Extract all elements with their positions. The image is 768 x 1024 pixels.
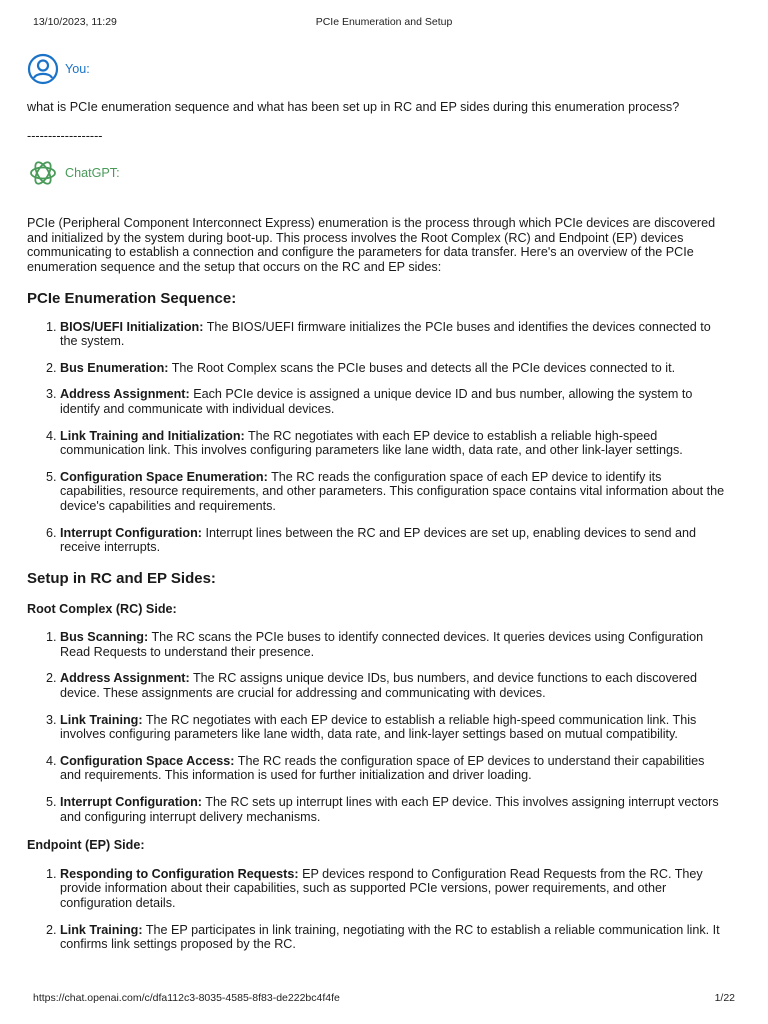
user-question: what is PCIe enumeration sequence and what has been set up in RC and EP sides during this enumeration process? bbox=[27, 100, 680, 114]
item-term: Interrupt Configuration: bbox=[60, 795, 203, 810]
list-item bbox=[60, 867, 728, 911]
item-text: The RC assigns unique device IDs, bus numbers, and device functions to each discovered device. These assignments are crucial for addressing and communicating with devices. bbox=[60, 671, 698, 701]
item-term: Responding to Configuration Requests: bbox=[60, 866, 299, 881]
item-text: The RC sets up interrupt lines with each EP device. This involves assigning interrupt vectors and configuring interrupt delivery mechanisms. bbox=[60, 795, 719, 824]
item-term: BIOS/UEFI Initialization: bbox=[60, 319, 204, 334]
enumeration-list bbox=[27, 320, 728, 555]
page-number: 1/22 bbox=[714, 992, 735, 1004]
item-term: Bus Enumeration: bbox=[60, 360, 169, 375]
print-date: 13/10/2023, 11:29 bbox=[33, 16, 117, 28]
conversation bbox=[27, 52, 728, 964]
subsection-title-ep: Endpoint (EP) Side: bbox=[27, 838, 145, 853]
item-text: Each PCIe device is assigned a unique device ID and bus number, allowing the system to identify and communicate with individual devices. bbox=[60, 387, 693, 416]
list-item bbox=[60, 795, 728, 824]
item-term: Configuration Space Enumeration: bbox=[60, 469, 268, 484]
print-title: PCIe Enumeration and Setup bbox=[315, 16, 453, 28]
assistant-message-header bbox=[27, 156, 728, 190]
user-name: You: bbox=[65, 61, 90, 76]
list-item bbox=[60, 320, 728, 349]
user-message-header bbox=[27, 52, 728, 86]
item-text: The BIOS/UEFI firmware initializes the PCIe buses and identifies the devices connected to the system. bbox=[60, 319, 711, 349]
item-term: Interrupt Configuration: bbox=[60, 525, 203, 540]
item-term: Link Training: bbox=[60, 712, 143, 727]
user-avatar-icon bbox=[27, 53, 59, 85]
list-item bbox=[60, 671, 728, 700]
list-item bbox=[60, 526, 728, 555]
item-text: Interrupt lines between the RC and EP devices are set up, enabling devices to send and receive interrupts. bbox=[60, 525, 697, 555]
list-item bbox=[60, 429, 728, 458]
item-text: The RC negotiates with each EP device to establish a reliable high-speed communication link. This involves configuring parameters like lane width, data rate, and link-layer settings based on mutual compatibility. bbox=[60, 712, 697, 742]
item-text: The EP participates in link training, negotiating with the RC to establish a reliable communication link. It confirms link settings proposed by the RC. bbox=[60, 922, 720, 952]
list-item bbox=[60, 713, 728, 742]
item-term: Bus Scanning: bbox=[60, 630, 149, 645]
item-text: The RC reads the configuration space of EP devices to understand their capabilities and requirements. This information is used for further initialization and driver loading. bbox=[60, 753, 705, 783]
print-url: https://chat.openai.com/c/dfa112c3-8035-4585-8f83-de222bc4f4fe bbox=[33, 992, 340, 1004]
assistant-intro: PCIe (Peripheral Component Interconnect Express) enumeration is the process through which PCIe devices are discovered and initialized by the system during boot-up. This process involves the Root Complex (RC) and Endpoint (EP) devices communicating to establish a connection and configure the parameters for data transfer. Here's an overview of the PCIe enumeration sequence and the setup that occurs on the RC and EP sides: bbox=[27, 216, 716, 274]
ep-list bbox=[27, 867, 728, 952]
list-item bbox=[60, 470, 728, 514]
print-header bbox=[33, 16, 735, 30]
item-term: Address Assignment: bbox=[60, 387, 190, 402]
list-item bbox=[60, 630, 728, 659]
item-text: The RC reads the configuration space of each EP device to identify its capabilities, resource requirements, and other parameters. This configuration space contains vital information about the device's capabilities and requirements. bbox=[60, 469, 725, 513]
chatgpt-logo-icon bbox=[27, 157, 59, 189]
subsection-title-rc: Root Complex (RC) Side: bbox=[27, 601, 177, 616]
item-term: Address Assignment: bbox=[60, 671, 190, 686]
section-title-enumeration: PCIe Enumeration Sequence: bbox=[27, 289, 237, 307]
item-text: The RC scans the PCIe buses to identify connected devices. It queries devices using Configuration Read Requests to understand their presence. bbox=[60, 630, 704, 659]
item-term: Configuration Space Access: bbox=[60, 753, 235, 768]
assistant-name: ChatGPT: bbox=[65, 165, 120, 180]
list-item bbox=[60, 923, 728, 952]
item-text: The RC negotiates with each EP device to establish a reliable high-speed communication link. This involves configuring parameters like lane width, data rate, and other link-layer settings. bbox=[60, 428, 683, 458]
item-term: Link Training and Initialization: bbox=[60, 428, 245, 443]
rc-list bbox=[27, 630, 728, 824]
list-item bbox=[60, 361, 728, 376]
item-text: EP devices respond to Configuration Read Requests from the RC. They provide information about their capabilities, such as supported PCIe versions, power requirements, and other configuration details. bbox=[60, 866, 703, 910]
item-text: The Root Complex scans the PCIe buses and detects all the PCIe devices connected to it. bbox=[168, 360, 676, 375]
list-item bbox=[60, 754, 728, 783]
list-item bbox=[60, 387, 728, 416]
message-divider: ------------------ bbox=[27, 128, 103, 143]
item-term: Link Training: bbox=[60, 922, 143, 937]
print-footer bbox=[33, 992, 735, 1006]
section-title-setup: Setup in RC and EP Sides: bbox=[27, 569, 216, 587]
